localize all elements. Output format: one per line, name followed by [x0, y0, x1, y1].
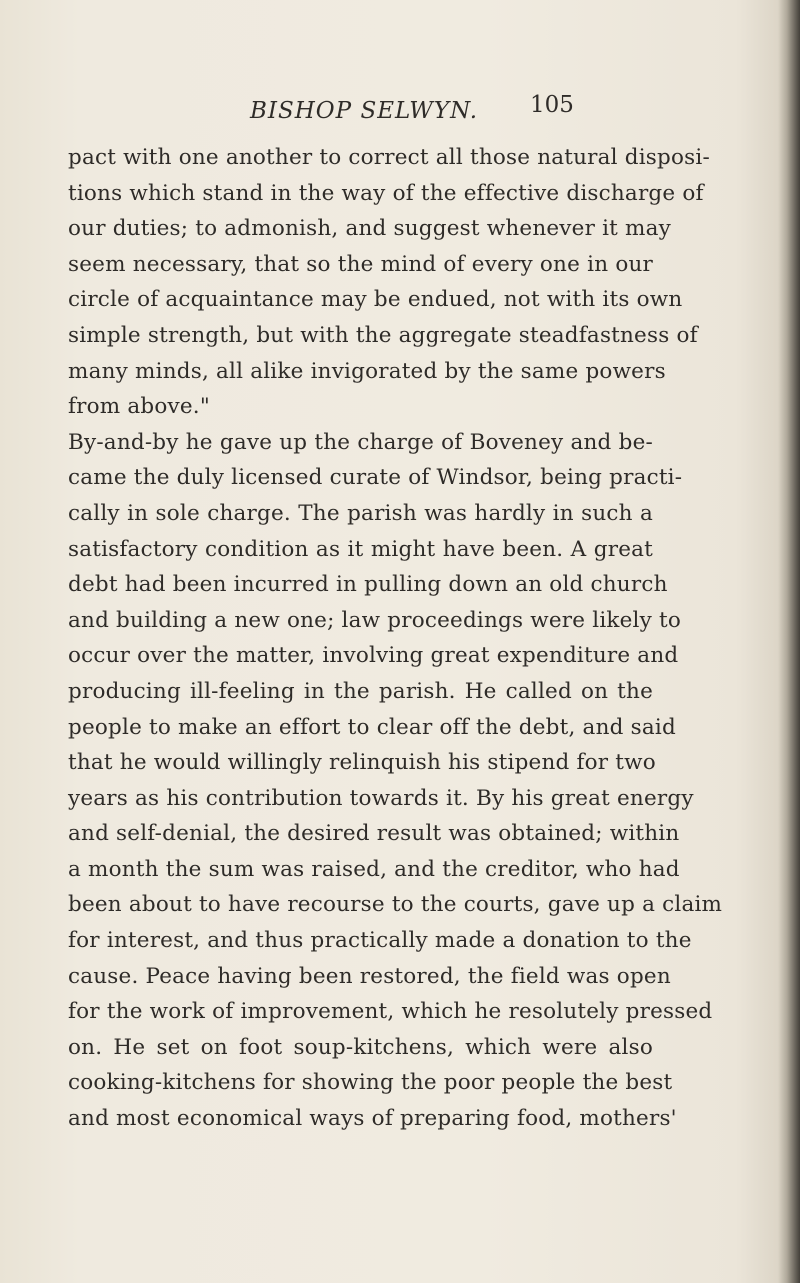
- text-line: years as his contribution towards it. By his great energy: [68, 785, 694, 811]
- text-line: many minds, all alike invigorated by the same powers: [68, 358, 666, 384]
- text-line: and building a new one; law proceedings were likely to: [68, 607, 681, 633]
- text-line: debt had been incurred in pulling down an old church: [68, 572, 668, 598]
- running-head: BISHOP SELWYN.: [250, 98, 479, 124]
- text-line: By-and-by he gave up the charge of Boveney and be-: [68, 429, 653, 455]
- text-line: a month the sum was raised, and the creditor, who had: [68, 856, 680, 882]
- text-line: came the duly licensed curate of Windsor, being practi-: [68, 465, 683, 491]
- text-line: cooking-kitchens for showing the poor people the best: [68, 1070, 673, 1096]
- text-line: and self-denial, the desired result was obtained; within: [68, 821, 680, 847]
- text-line: our duties; to admonish, and suggest whenever it may: [68, 216, 671, 242]
- page-number: 105: [530, 92, 574, 118]
- text-line: occur over the matter, involving great expenditure and: [68, 643, 679, 669]
- text-line: people to make an effort to clear off the debt, and said: [68, 714, 676, 740]
- text-line: producing ill-feeling in the parish. He called on the: [68, 678, 653, 704]
- text-line: on. He set on foot soup-kitchens, which were also: [68, 1034, 653, 1060]
- text-line: cally in sole charge. The parish was hardly in such a: [68, 500, 653, 526]
- page-edge-shadow: [778, 0, 800, 1283]
- text-line: and most economical ways of preparing food, mothers': [68, 1106, 677, 1132]
- body-text: [68, 140, 723, 1137]
- text-line: cause. Peace having been restored, the field was open: [68, 963, 671, 989]
- text-line: that he would willingly relinquish his stipend for two: [68, 750, 656, 776]
- text-line: circle of acquaintance may be endued, not with its own: [68, 287, 683, 313]
- text-line: seem necessary, that so the mind of every one in our: [68, 251, 653, 277]
- text-line: simple strength, but with the aggregate steadfastness of: [68, 322, 698, 348]
- text-line: been about to have recourse to the courts, gave up a claim: [68, 892, 723, 918]
- text-line: for the work of improvement, which he resolutely pressed: [68, 999, 713, 1025]
- text-line: pact with one another to correct all those natural disposi-: [68, 145, 710, 170]
- text-line: tions which stand in the way of the effective discharge of: [68, 180, 704, 206]
- text-line: for interest, and thus practically made a donation to the: [68, 928, 692, 954]
- text-line: satisfactory condition as it might have been. A great: [68, 536, 653, 562]
- text-line: from above.": [68, 394, 210, 420]
